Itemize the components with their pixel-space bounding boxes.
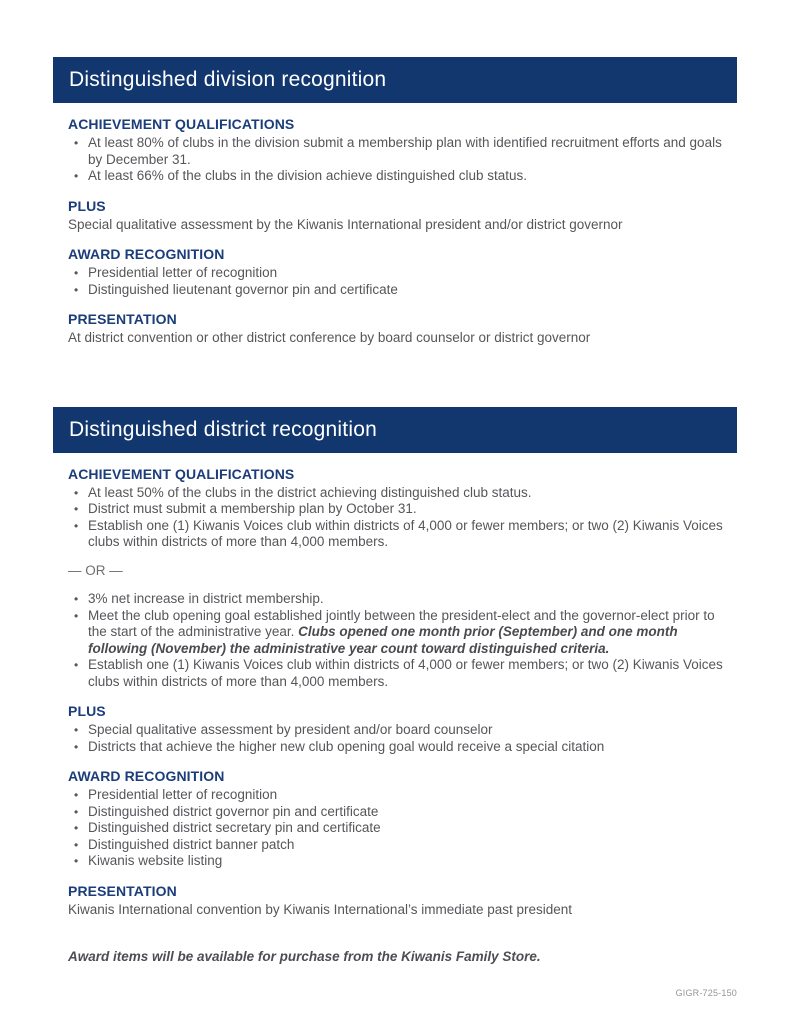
bullet-text: 3% net increase in district membership.: [88, 591, 324, 606]
bullet-item: [68, 608, 737, 658]
bullet-text: Distinguished district banner patch: [88, 836, 295, 852]
district-plus-list: [68, 722, 737, 755]
division-presentation-heading: PRESENTATION: [68, 311, 177, 327]
district-achievement-list-b: [68, 591, 737, 690]
bullet-text: Districts that achieve the higher new club opening goal would receive a special citation: [88, 738, 605, 754]
division-body: [53, 116, 737, 347]
bullet-item: [68, 265, 737, 282]
division-award-heading: AWARD RECOGNITION: [68, 246, 225, 262]
bullet-text: Meet the club opening goal established jointly between the president-elect and the governor-elect prior to the start of the administrative year.: [88, 607, 715, 639]
section-district-recognition: [53, 407, 737, 919]
document-code: GIGR-725-150: [675, 988, 737, 998]
division-plus-text: Special qualitative assessment by the Kiwanis International president and/or district governor: [68, 216, 623, 232]
division-banner-title: Distinguished division recognition: [69, 68, 387, 91]
district-achievement-heading: ACHIEVEMENT QUALIFICATIONS: [68, 465, 295, 482]
award-items-note: Award items will be available for purchase from the Kiwanis Family Store.: [68, 948, 541, 964]
division-presentation-text: At district convention or other district conference by board counselor or district governor: [68, 330, 591, 345]
division-achievement-list: [68, 135, 737, 185]
bullet-text: Distinguished district secretary pin and certificate: [88, 820, 381, 835]
bullet-item: [68, 168, 737, 185]
district-presentation-text: Kiwanis International convention by Kiwanis International’s immediate past president: [68, 901, 573, 917]
bullet-text: Kiwanis website listing: [88, 853, 223, 868]
bullet-item: [68, 837, 737, 854]
bullet-item: [68, 820, 737, 837]
district-presentation-heading: PRESENTATION: [68, 882, 177, 899]
bullet-item: [68, 485, 737, 502]
bullet-text: Establish one (1) Kiwanis Voices club within districts of 4,000 or fewer members; or two (2) Kiwanis Voices clubs within districts of more than 4,000 members.: [88, 517, 723, 549]
bullet-text: Establish one (1) Kiwanis Voices club within districts of 4,000 or fewer members; or two (2) Kiwanis Voices clubs within districts of more than 4,000 members.: [88, 657, 723, 689]
or-separator: — OR —: [68, 562, 123, 578]
division-award-list: [68, 265, 737, 298]
bullet-item: [68, 739, 737, 756]
district-award-list: [68, 787, 737, 870]
page-content: [53, 0, 737, 918]
bullet-item: [68, 501, 737, 518]
district-award-heading: AWARD RECOGNITION: [68, 768, 225, 784]
bullet-item: [68, 657, 737, 690]
bullet-item: [68, 787, 737, 804]
bullet-text: At least 66% of the clubs in the division achieve distinguished club status.: [88, 168, 528, 183]
bullet-emphasis-text: Clubs opened one month prior (September) and one month following (November) the administrative year count toward distinguished criteria.: [88, 624, 678, 656]
bullet-text: Presidential letter of recognition: [88, 787, 278, 802]
bullet-text: At least 80% of clubs in the division submit a membership plan with identified recruitment efforts and goals by December 31.: [88, 135, 722, 167]
bullet-item: [68, 518, 737, 551]
division-achievement-heading: ACHIEVEMENT QUALIFICATIONS: [68, 116, 295, 132]
bullet-text: At least 50% of the clubs in the district achieving distinguished club status.: [88, 484, 532, 500]
district-achievement-list-a: [68, 485, 737, 551]
district-body: [53, 466, 737, 919]
bullet-text: Presidential letter of recognition: [88, 265, 278, 280]
division-banner: [53, 57, 737, 103]
bullet-item: [68, 135, 737, 168]
district-plus-heading: PLUS: [68, 703, 106, 719]
bullet-item: [68, 853, 737, 870]
bullet-text: Distinguished lieutenant governor pin and certificate: [88, 281, 398, 297]
bullet-text: District must submit a membership plan by October 31.: [88, 501, 417, 516]
division-plus-heading: PLUS: [68, 197, 106, 214]
bullet-text: Special qualitative assessment by president and/or board counselor: [88, 722, 493, 737]
bullet-item: [68, 591, 737, 608]
bullet-text: Distinguished district governor pin and certificate: [88, 803, 379, 819]
district-banner-title: Distinguished district recognition: [69, 417, 377, 441]
bullet-item: [68, 282, 737, 299]
section-division-recognition: [53, 57, 737, 347]
district-banner: [53, 407, 737, 453]
bullet-item: [68, 804, 737, 821]
bullet-item: [68, 722, 737, 739]
